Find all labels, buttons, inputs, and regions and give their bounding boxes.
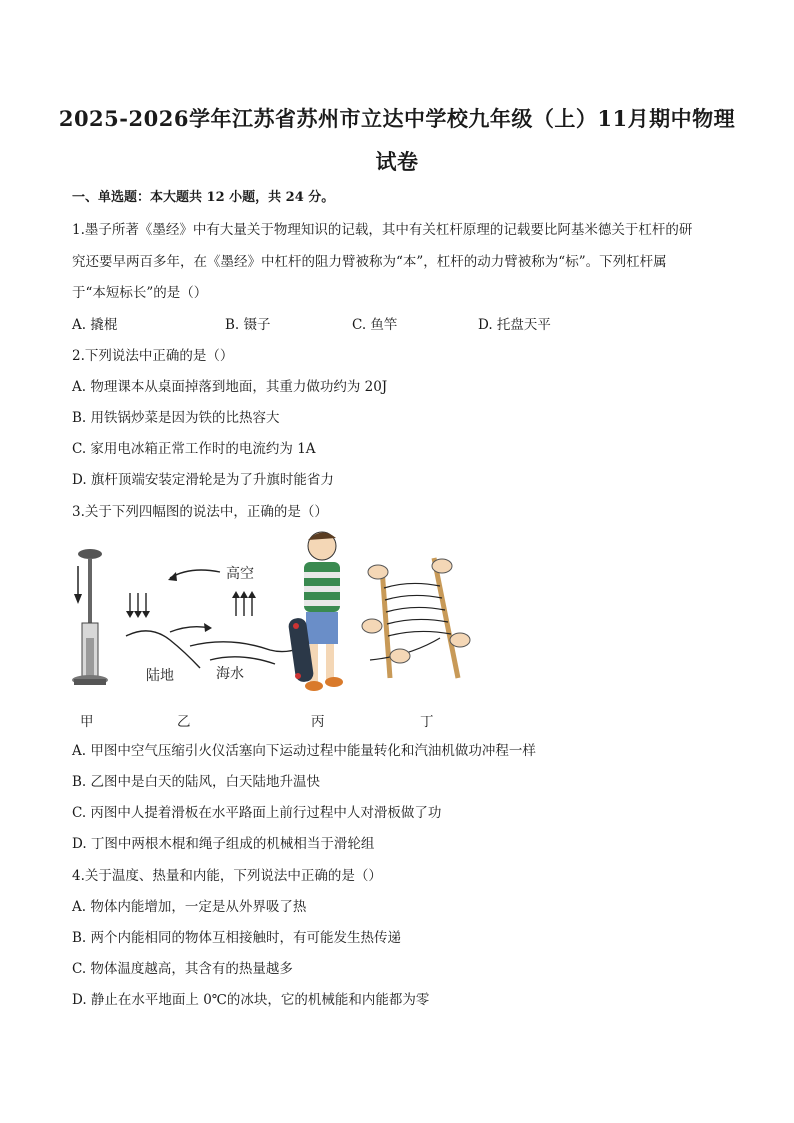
q4-option-a: A. 物体内能增加，一定是从外界吸了热 (72, 899, 307, 915)
q4-option-b: B. 两个内能相同的物体互相接触时，有可能发生热传递 (72, 930, 402, 946)
q2-option-b: B. 用铁锅炒菜是因为铁的比热容大 (72, 410, 280, 426)
caption-yi: 乙 (177, 714, 191, 730)
sticks-rope-figure (362, 558, 470, 678)
q1-option-c: C. 鱼竿 (352, 317, 398, 333)
q4-stem: 4.关于温度、热量和内能，下列说法中正确的是（） (72, 868, 382, 884)
q3-figures (60, 528, 480, 713)
label-land: 陆地 (146, 668, 174, 684)
q3-option-c: C. 丙图中人提着滑板在水平路面上前行过程中人对滑板做了功 (72, 805, 442, 821)
label-sea: 海水 (216, 666, 244, 682)
breeze-figure (126, 570, 300, 668)
q2-option-d: D. 旗杆顶端安装定滑轮是为了升旗时能省力 (72, 472, 334, 488)
q3-option-a: A. 甲图中空气压缩引火仪活塞向下运动过程中能量转化和汽油机做功冲程一样 (72, 743, 536, 759)
caption-jia: 甲 (80, 714, 94, 730)
section-heading: 一、单选题：本大题共 12 小题，共 24 分。 (72, 190, 335, 205)
q1-option-d: D. 托盘天平 (478, 317, 551, 333)
q1-stem-line2: 究还要早两百多年，在《墨经》中杠杆的阻力臂被称为“本”，杠杆的动力臂被称为“标”。下列杠杆属 (72, 254, 667, 270)
q2-stem: 2.下列说法中正确的是（） (72, 348, 234, 364)
fire-piston-figure (72, 549, 108, 685)
q1-stem-line1: 1.墨子所著《墨经》中有大量关于物理知识的记载，其中有关杠杆原理的记载要比阿基米德关于杠杆的研 (72, 222, 693, 238)
q2-option-a: A. 物理课本从桌面掉落到地面，其重力做功约为 20J (72, 379, 388, 395)
caption-ding: 丁 (420, 714, 434, 730)
q1-option-a: A. 撬棍 (72, 317, 118, 333)
q4-option-c: C. 物体温度越高，其含有的热量越多 (72, 961, 293, 977)
label-high-air: 高空 (226, 566, 254, 582)
caption-bing: 丙 (311, 714, 325, 730)
q1-stem-line3: 于“本短标长”的是（） (72, 285, 208, 301)
q3-option-b: B. 乙图中是白天的陆风，白天陆地升温快 (72, 774, 321, 790)
exam-title-line1: 2025-2026学年江苏省苏州市立达中学校九年级（上）11月期中物理 (58, 106, 736, 131)
exam-title-line2: 试卷 (375, 149, 419, 174)
q2-option-c: C. 家用电冰箱正常工作时的电流约为 1A (72, 441, 316, 457)
q3-stem: 3.关于下列四幅图的说法中，正确的是（） (72, 504, 328, 520)
q3-option-d: D. 丁图中两根木棍和绳子组成的机械相当于滑轮组 (72, 836, 375, 852)
person-skateboard-figure (288, 532, 343, 691)
q1-option-b: B. 镊子 (225, 317, 271, 333)
q4-option-d: D. 静止在水平地面上 0℃的冰块，它的机械能和内能都为零 (72, 992, 430, 1008)
